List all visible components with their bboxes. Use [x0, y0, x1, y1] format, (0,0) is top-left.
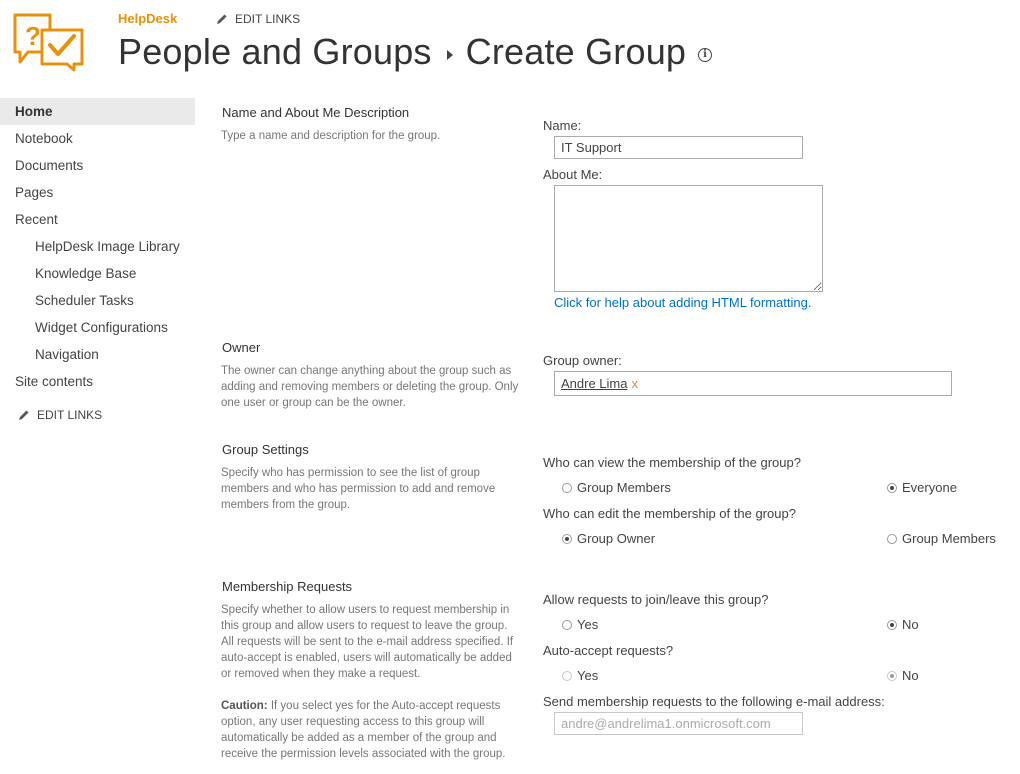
radio-button[interactable] — [887, 534, 897, 544]
auto-accept-radio-no[interactable] — [887, 668, 919, 683]
radio-label: Group Members — [577, 480, 671, 495]
section-desc-membership-requests: Specify whether to allow users to request membership in this group and allow users to request to leave the group. All requests will be sent to the e-mail address specified. If auto-accept is enabled, users will automatically be added or removed when they make a request. — [221, 604, 514, 680]
site-logo[interactable] — [12, 12, 86, 72]
breadcrumb-parent[interactable]: People and Groups — [118, 31, 432, 72]
edit-links-top[interactable] — [216, 12, 300, 26]
edit-links-nav[interactable] — [0, 408, 195, 422]
nav-item-widget-configurations[interactable]: Widget Configurations — [35, 320, 168, 335]
radio-button[interactable] — [562, 620, 572, 630]
allow-radio-no[interactable] — [887, 617, 919, 632]
view-membership-question: Who can view the membership of the group? — [543, 455, 801, 470]
nav-item-knowledge-base[interactable]: Knowledge Base — [35, 266, 137, 281]
caution-text: If you select yes for the Auto-accept requests option, any user requesting access to this group will automatically be added as a member of the group and receive the permission levels associated with the group. — [221, 700, 506, 760]
group-owner-label: Group owner: — [543, 353, 622, 368]
about-me-label: About Me: — [543, 167, 603, 182]
nav-item-pages[interactable]: Pages — [15, 185, 54, 200]
allow-radio-yes[interactable] — [562, 617, 598, 632]
radio-label: No — [902, 668, 919, 683]
about-me-textarea[interactable] — [554, 185, 823, 292]
remove-owner-icon[interactable]: x — [631, 376, 638, 391]
caution-label: Caution: — [221, 700, 268, 712]
helpdesk-logo-icon — [12, 12, 86, 72]
edit-links-label: EDIT LINKS — [235, 12, 301, 26]
group-owner-picker[interactable] — [554, 371, 952, 396]
section-title-owner: Owner — [222, 340, 261, 355]
radio-label: Group Members — [902, 531, 996, 546]
edit-radio-group-owner[interactable] — [562, 531, 655, 546]
radio-button[interactable] — [887, 671, 897, 681]
radio-label: Group Owner — [577, 531, 656, 546]
name-input[interactable] — [554, 136, 803, 159]
breadcrumb-arrow-icon — [447, 50, 453, 60]
info-icon[interactable]: i — [698, 48, 712, 62]
radio-label: No — [902, 617, 919, 632]
html-formatting-help-link[interactable]: Click for help about adding HTML formatting. — [554, 295, 812, 310]
edit-membership-question: Who can edit the membership of the group? — [543, 506, 796, 521]
edit-links-label: EDIT LINKS — [37, 408, 103, 422]
section-title-membership-requests: Membership Requests — [222, 579, 353, 594]
nav-item-recent[interactable]: Recent — [15, 212, 58, 227]
pencil-icon — [18, 409, 30, 421]
section-title-group-settings: Group Settings — [222, 442, 309, 457]
radio-button[interactable] — [562, 671, 572, 681]
allow-requests-question: Allow requests to join/leave this group? — [543, 592, 769, 607]
nav-item-notebook[interactable]: Notebook — [15, 131, 73, 146]
radio-label: Yes — [577, 668, 599, 683]
email-question: Send membership requests to the following e-mail address: — [543, 694, 885, 709]
radio-button[interactable] — [562, 483, 572, 493]
radio-label: Everyone — [902, 480, 957, 495]
section-title-name: Name and About Me Description — [222, 105, 410, 120]
nav-item-image-library[interactable]: HelpDesk Image Library — [35, 239, 180, 254]
site-title-link[interactable]: HelpDesk — [118, 11, 178, 26]
nav-item-site-contents[interactable]: Site contents — [15, 374, 94, 389]
section-desc-name: Type a name and description for the group. — [221, 130, 441, 142]
radio-button[interactable] — [887, 620, 897, 630]
nav-item-scheduler-tasks[interactable]: Scheduler Tasks — [35, 293, 134, 308]
auto-accept-radio-yes[interactable] — [562, 668, 598, 683]
owner-name-token[interactable]: Andre Lima — [561, 376, 628, 391]
section-desc-owner: The owner can change anything about the group such as adding and removing members or deleting the group. Only one user or group can be the owner. — [221, 365, 519, 409]
radio-button[interactable] — [887, 483, 897, 493]
name-label: Name: — [543, 118, 582, 133]
edit-radio-group-members[interactable] — [887, 531, 996, 546]
radio-label: Yes — [577, 617, 599, 632]
page-title — [118, 31, 712, 73]
pencil-icon — [216, 13, 228, 25]
view-radio-everyone[interactable] — [887, 480, 957, 495]
question-mark-icon: ? — [25, 21, 41, 51]
auto-accept-question: Auto-accept requests? — [543, 643, 674, 658]
left-navigation — [0, 98, 195, 422]
view-radio-group-members[interactable] — [562, 480, 671, 495]
radio-button[interactable] — [562, 534, 572, 544]
request-email-input[interactable] — [554, 712, 803, 735]
breadcrumb-current: Create Group — [465, 31, 687, 72]
caution-note — [221, 698, 519, 762]
nav-item-home[interactable]: Home — [0, 98, 195, 125]
section-desc-group-settings: Specify who has permission to see the list of group members and who has permission to add and remove members from the group. — [221, 467, 496, 511]
nav-item-navigation[interactable]: Navigation — [35, 347, 99, 362]
nav-item-documents[interactable]: Documents — [15, 158, 84, 173]
